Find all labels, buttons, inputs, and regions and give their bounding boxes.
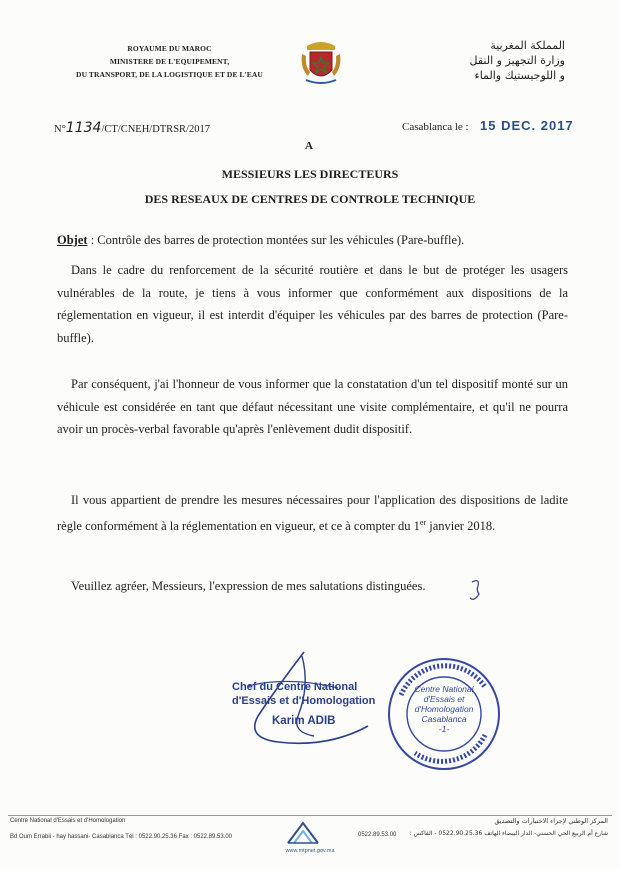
body-paragraph-3: [57, 489, 568, 537]
coat-of-arms-icon: [298, 38, 344, 88]
recipient-line2: DES RESEAUX DE CENTRES DE CONTROLE TECHNIQUE: [144, 192, 476, 206]
date-stamp: 15 DEC. 2017: [480, 118, 574, 133]
place-label: Casablanca le :: [402, 121, 469, 133]
header-arabic: [405, 38, 565, 83]
header-fr-line2: MINISTERE DE L'EQUIPEMENT,: [109, 57, 230, 66]
ministry-logo-icon: [286, 819, 320, 845]
closing-formula: Veuillez agréer, Messieurs, l'expression de mes salutations distinguées.: [71, 579, 426, 593]
footer-left-title: Centre National d'Essais et d'Homologation: [10, 818, 126, 824]
stamp-line3: d'Homologation: [414, 704, 474, 714]
recipient-a: A: [305, 140, 313, 152]
recipient-line1: MESSIEURS LES DIRECTEURS: [221, 167, 399, 181]
footer-right-title: المركز الوطني لإجراء الاختبارات والتصديق: [494, 817, 608, 825]
stamp-line2: d'Essais et: [423, 694, 465, 704]
footer-divider: [8, 815, 612, 816]
signature-title-line2: d'Essais et d'Homologation: [232, 695, 376, 707]
stamp-line1: Centre National: [414, 684, 474, 694]
stamp-line5: -1-: [438, 724, 450, 734]
ref-handwritten-number: 1134: [65, 120, 102, 136]
signature-block: [232, 680, 382, 728]
subject-line: [57, 233, 464, 248]
reference-number: [54, 120, 210, 136]
signatory-name: Karim ADIB: [272, 715, 336, 727]
p3-superscript: er: [419, 517, 427, 527]
subject-label: Objet: [57, 233, 88, 247]
header-ar-line2: وزارة التجهيز و النقل: [469, 54, 565, 67]
header-fr-line3: DU TRANSPORT, DE LA LOGISTIQUE ET DE L'EAU: [76, 70, 263, 79]
initial-mark-icon: [468, 578, 484, 604]
p3-text-before: Il vous appartient de prendre les mesures nécessaires pour l'application des dispositions de ladite règle conformément à la réglementation en vigueur, et ce à compter du 1: [57, 493, 568, 533]
header-french: [52, 42, 287, 81]
body-paragraph-1: Dans le cadre du renforcement de la sécurité routière et dans le but de protéger les usagers vulnérables de la route, je tiens à vous informer que conformément aux dispositions de la réglementation en vigueur, il est interdit d'équiper les véhicules par des barres de protection (Pare-buffle).: [57, 263, 568, 345]
ref-suffix: /CT/CNEH/DTRSR/2017: [101, 124, 210, 135]
stamp-text: [408, 684, 480, 734]
ref-prefix: N°: [54, 124, 66, 135]
header-ar-line1: المملكة المغربية: [490, 39, 565, 52]
footer-right-fax: 0522.89.53.00: [358, 832, 397, 838]
footer-website: www.mtpnet.gov.ma: [285, 848, 335, 854]
p3-text-after: janvier 2018.: [426, 518, 496, 533]
header-ar-line3: و اللوجيستيك والماء: [474, 69, 565, 82]
signature-title-line1: Chef du Centre National: [232, 681, 358, 693]
body-paragraph-2: Par conséquent, j'ai l'honneur de vous informer que la constatation d'un tel dispositif monté sur un véhicule est considérée en tant que défaut nécessitant une visite complémentaire, et qu'il ne pourra avoir un procès-verbal favorable qu'après l'enlèvement dudit dispositif.: [57, 377, 568, 436]
stamp-line4: Casablanca: [421, 714, 467, 724]
header-fr-line1: ROYAUME DU MAROC: [127, 44, 212, 53]
footer-right-address: شارع أم الربيع الحي الحسني- الدار البيضاء الهاتف 0522.90.25.36 - الفاكس :: [409, 830, 608, 837]
subject-text: : Contrôle des barres de protection montées sur les véhicules (Pare-buffle).: [87, 233, 465, 247]
footer-left-address: Bd Oum Errabii - hay hassani- Casablanca Tél : 0522.90.25.36 Fax : 0522.89.53.00: [10, 834, 233, 840]
